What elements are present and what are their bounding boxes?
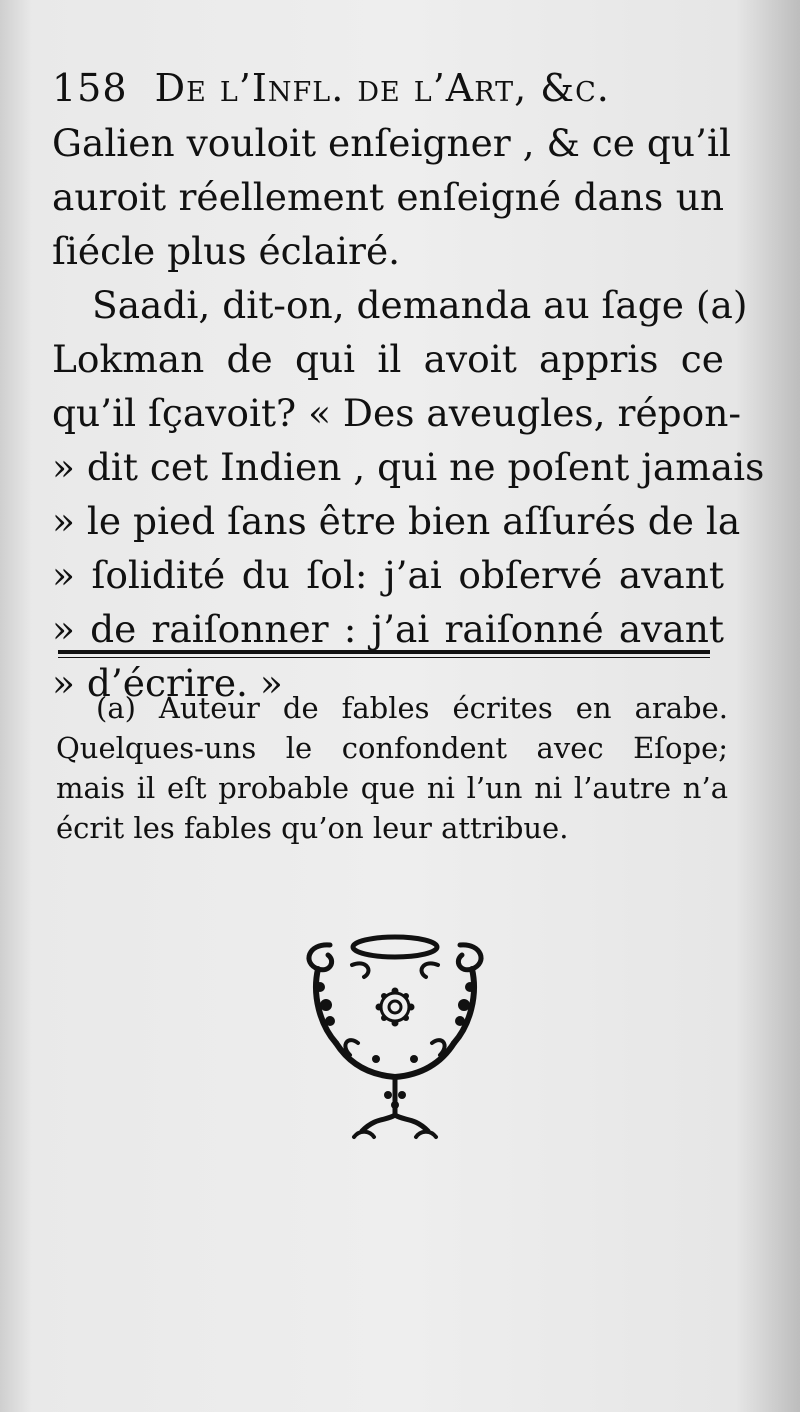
footnote-rule-thin <box>58 657 710 658</box>
body-line: ſiécle plus éclairé. <box>52 229 401 273</box>
body-line: Saadi, dit-on, demanda au ſage (a) <box>92 283 748 327</box>
footnote-line: mais il eſt probable que ni l’un ni l’autre n’a <box>56 771 728 805</box>
body-line: » de raiſonner : j’ai raiſonné avant <box>52 607 724 651</box>
body-line: Galien vouloit enſeigner , & ce qu’il <box>52 121 731 165</box>
body-line: qu’il ſçavoit? « Des aveugles, répon- <box>52 391 742 435</box>
body-line: » dit cet Indien , qui ne poſent jamais <box>52 445 765 489</box>
body-line: » ſolidité du ſol: j’ai obſervé avant <box>52 553 724 597</box>
page-number: 158 <box>52 66 128 110</box>
vase-tailpiece-ornament-icon <box>290 925 500 1145</box>
body-line: Lokman de qui il avoit appris ce <box>52 337 724 381</box>
footnote <box>56 688 728 848</box>
footnote-rule-thick <box>58 650 710 654</box>
footnote-line: écrit les fables qu’on leur attribue. <box>56 811 569 845</box>
footnote-line: (a) Auteur de fables écrites en arabe. <box>96 691 728 725</box>
footnote-line: Quelques-uns le confondent avec Eſope; <box>56 731 728 765</box>
running-head <box>52 66 610 110</box>
body-text <box>52 116 765 710</box>
body-line: » d’écrire. » <box>52 661 283 705</box>
body-line: » le pied ſans être bien aſſurés de la <box>52 499 741 543</box>
body-line: auroit réellement enſeigné dans un <box>52 175 724 219</box>
running-title: De l’Infl. de l’Art, &c. <box>154 66 610 110</box>
